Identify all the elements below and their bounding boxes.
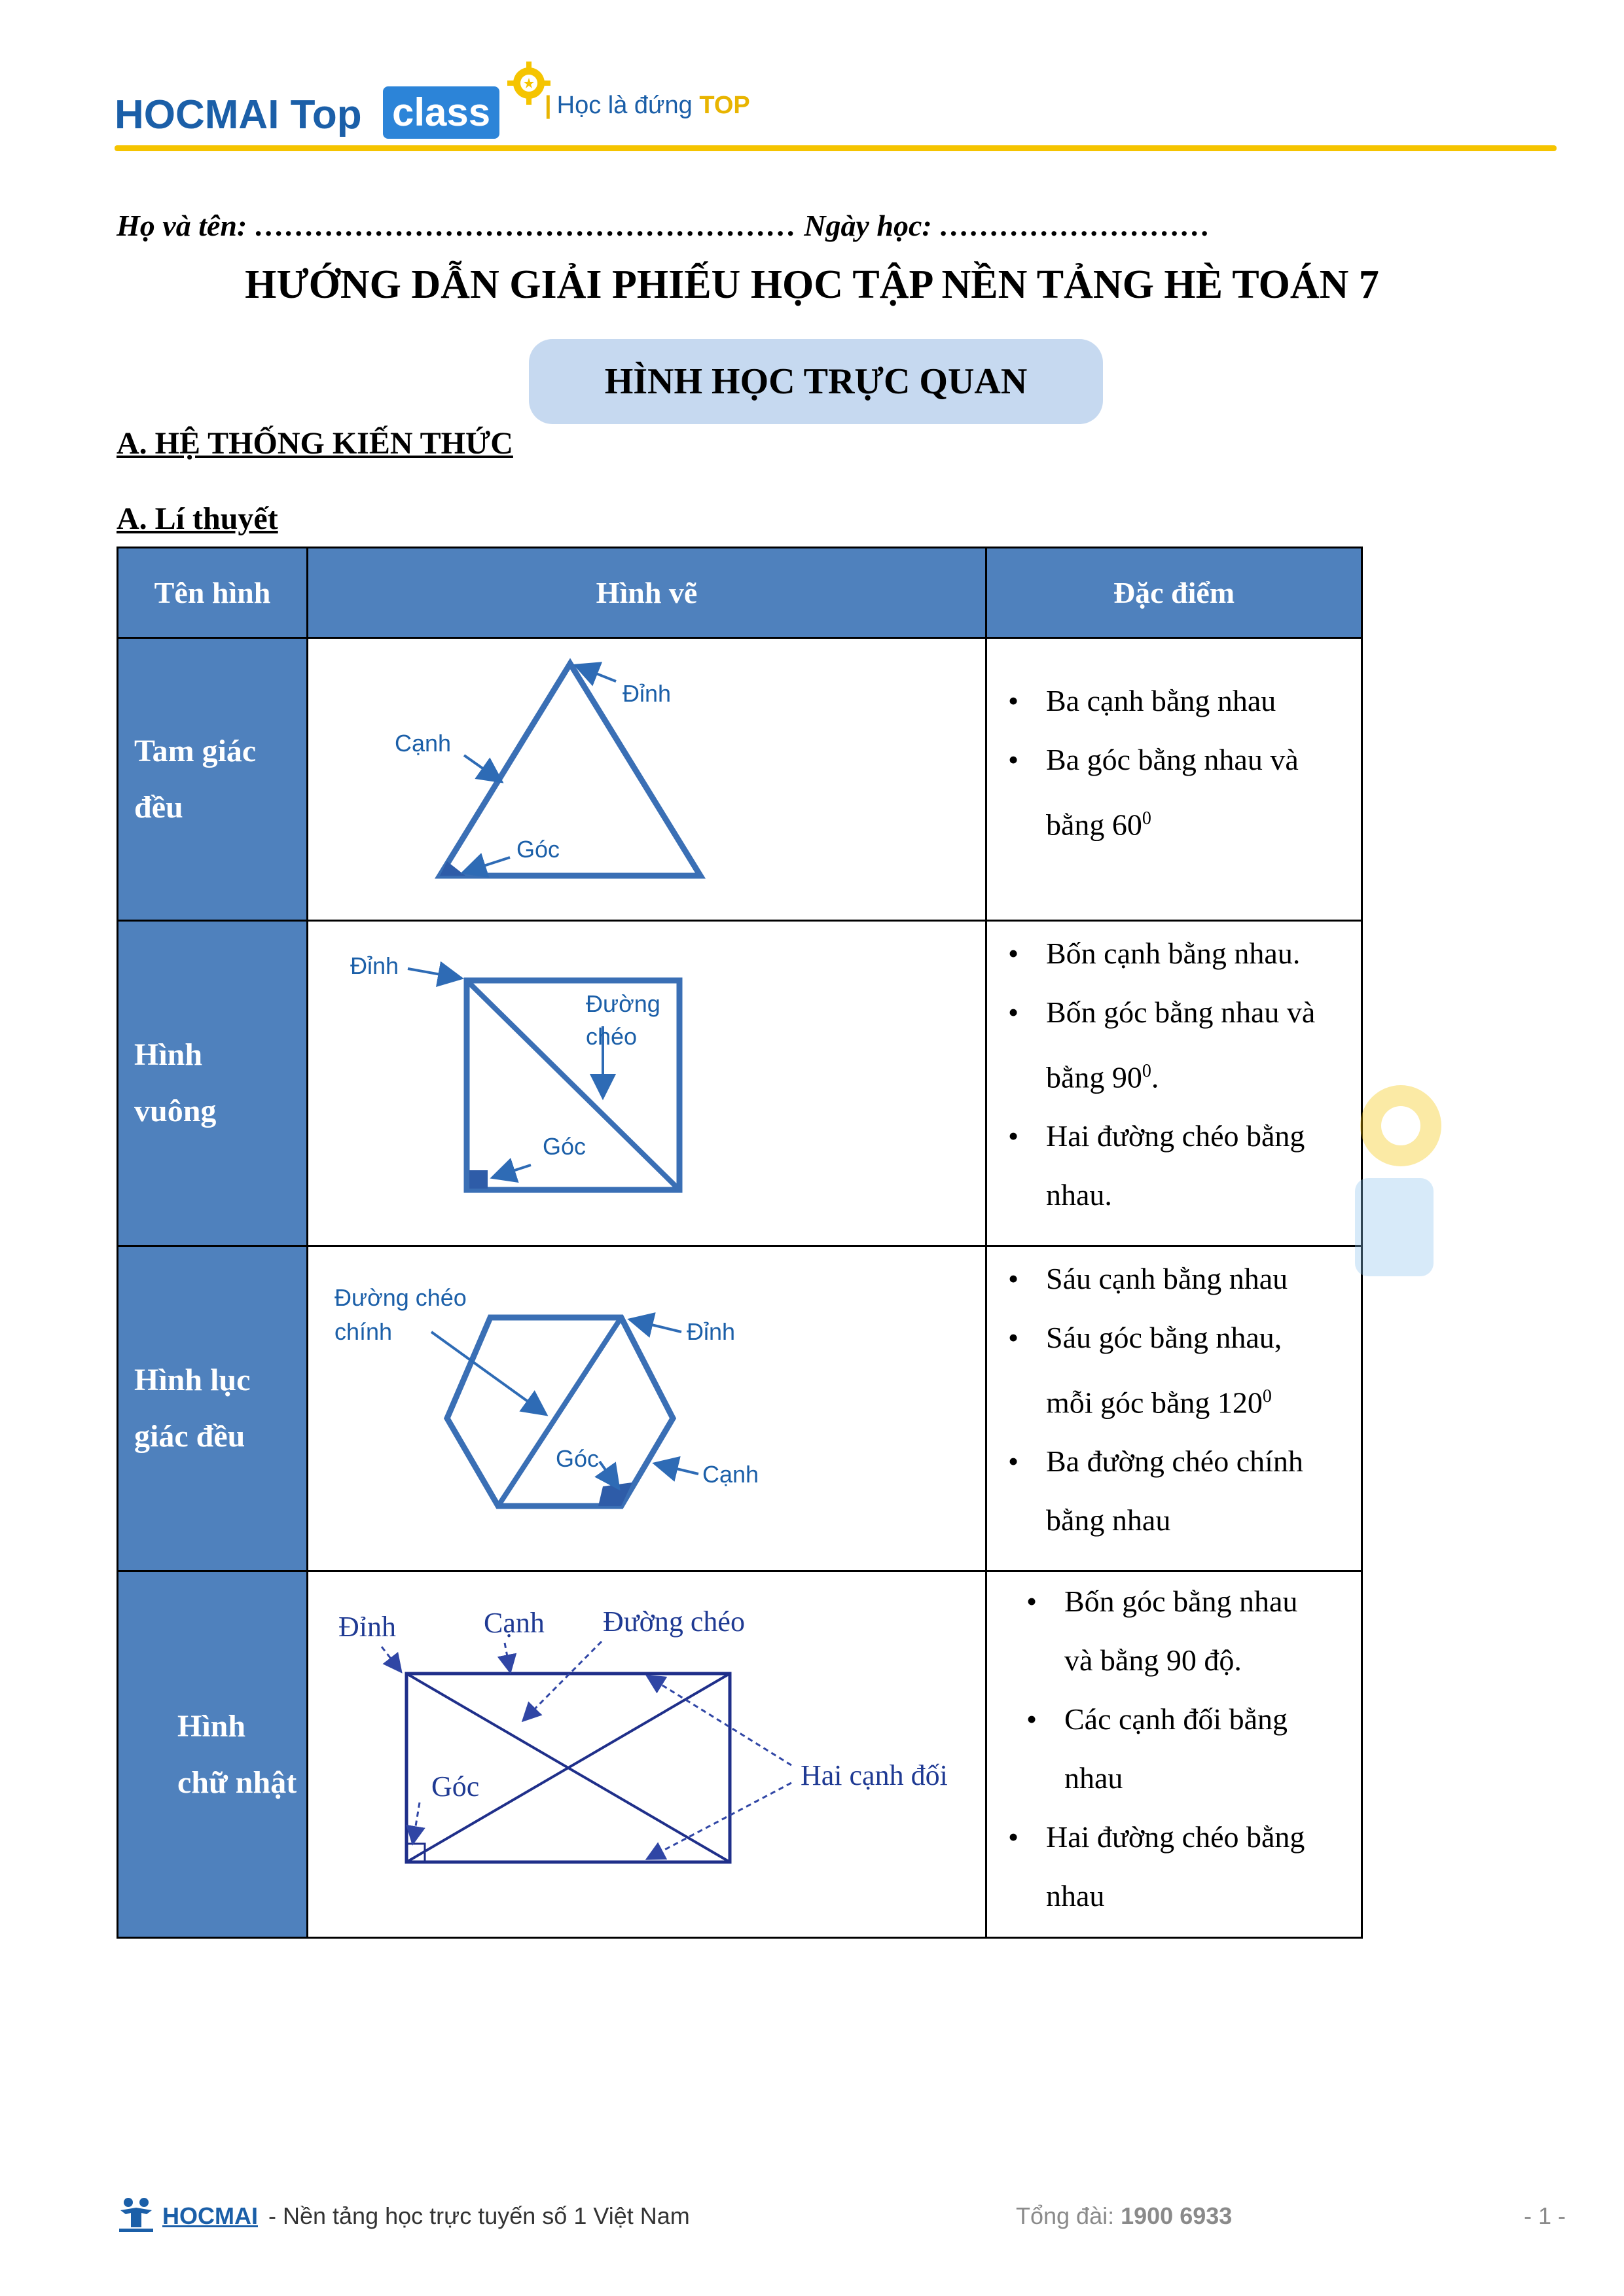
feature-item: • Các cạnh đối bằng nhau: [1064, 1690, 1361, 1808]
subtitle-box: [529, 339, 1103, 424]
subtitle-text: HÌNH HỌC TRỰC QUAN: [604, 361, 1028, 402]
feature-item: • Bốn góc bằng nhau và bằng $90^0$.: [1046, 983, 1361, 1107]
main-diagonal-label: Đường chéo: [334, 1284, 467, 1311]
edge-label: Cạnh: [484, 1607, 545, 1639]
angle-label: Góc: [556, 1445, 600, 1472]
shape-features-cell: [986, 638, 1362, 921]
name-date-line: Họ và tên: ……………………………………………… Ngày học: ………………………: [117, 209, 1211, 242]
feature-item: • Bốn cạnh bằng nhau.: [1046, 924, 1361, 983]
table-row: [118, 921, 1362, 1246]
slogan: | Học là đứng TOP: [545, 92, 750, 119]
feature-item: • Bốn góc bằng nhau và bằng 90 độ.: [1064, 1572, 1361, 1690]
shape-figure-cell: [308, 921, 986, 1246]
equilateral-triangle-figure: [308, 639, 987, 922]
angle-label: Góc: [516, 836, 560, 863]
feature-item: • Ba đường chéo chính bằng nhau: [1046, 1432, 1361, 1550]
edge-label: Cạnh: [702, 1461, 759, 1488]
vertex-label: Đỉnh: [338, 1611, 396, 1643]
angle-marker: [469, 1170, 488, 1189]
shape-figure-cell: [308, 638, 986, 921]
page-number: - 1 -: [1524, 2202, 1566, 2229]
shape-name-cell: Hình lục giác đều: [118, 1246, 308, 1571]
vertex-label: Đỉnh: [350, 952, 399, 979]
footer-tagline: - Nền tảng học trực tuyến số 1 Việt Nam: [268, 2202, 690, 2229]
subsection-heading: A. Lí thuyết: [117, 501, 278, 536]
hexagon-figure: [308, 1247, 987, 1572]
feature-item: • Hai đường chéo bằng nhau.: [1046, 1107, 1361, 1225]
footer-brand-link[interactable]: HOCMAI: [162, 2202, 258, 2229]
shape-name-cell: Hình vuông: [118, 921, 308, 1246]
column-header: Hình vẽ: [308, 548, 986, 638]
edge-label: Cạnh: [395, 730, 452, 757]
feature-item: • Sáu cạnh bằng nhau: [1046, 1249, 1361, 1308]
feature-item: • Sáu góc bằng nhau, mỗi góc bằng $120^0$: [1046, 1308, 1361, 1432]
shapes-table: [117, 547, 1363, 1939]
rectangle-figure: [308, 1572, 987, 1939]
feature-item: • Hai đường chéo bằng nhau: [1046, 1808, 1361, 1926]
header-divider: [115, 145, 1557, 151]
logo-class-badge: class: [383, 86, 499, 139]
logo-wordmark: HOCMAI Top: [115, 92, 362, 137]
vertex-label: Đỉnh: [623, 680, 672, 707]
table-row: [118, 1571, 1362, 1938]
diagonal-label: chéo: [586, 1023, 638, 1050]
vertex-label: Đỉnh: [687, 1318, 736, 1345]
column-header: Tên hình: [118, 548, 308, 638]
diagonal-label: Đường chéo: [603, 1605, 745, 1638]
diagonal-label: Đường: [586, 990, 660, 1017]
opposite-edges-label: Hai cạnh đối: [801, 1759, 948, 1791]
shape-name-cell: Tam giác đều: [118, 638, 308, 921]
main-diagonal-line: [498, 1318, 621, 1506]
square-figure: [308, 922, 987, 1247]
shape-features-cell: [986, 1571, 1362, 1938]
angle-marker: [440, 861, 465, 876]
feature-item: • Ba góc bằng nhau và bằng $60^0$: [1046, 730, 1361, 854]
angle-label: Góc: [431, 1770, 480, 1803]
feature-item: • Ba cạnh bằng nhau: [1046, 672, 1361, 730]
shape-features-cell: [986, 1246, 1362, 1571]
hocmai-logo-icon: [117, 2196, 156, 2233]
page-footer: [117, 2196, 1570, 2235]
shape-features-cell: [986, 921, 1362, 1246]
shape-figure-cell: [308, 1571, 986, 1938]
table-header-row: [118, 548, 1362, 638]
section-heading: A. HỆ THỐNG KIẾN THỨC: [117, 426, 513, 461]
main-diagonal-label: chính: [334, 1318, 393, 1345]
table-row: [118, 1246, 1362, 1571]
watermark-gear-icon: [1335, 1073, 1466, 1283]
column-header: Đặc điểm: [986, 548, 1362, 638]
document-title: HƯỚNG DẪN GIẢI PHIẾU HỌC TẬP NỀN TẢNG HÈ TOÁN 7: [245, 262, 1379, 307]
shape-name-cell: Hình chữ nhật: [118, 1571, 308, 1938]
angle-label: Góc: [543, 1133, 586, 1160]
table-row: [118, 638, 1362, 921]
shape-figure-cell: [308, 1246, 986, 1571]
footer-hotline: Tổng đài: 1900 6933: [1016, 2202, 1233, 2229]
